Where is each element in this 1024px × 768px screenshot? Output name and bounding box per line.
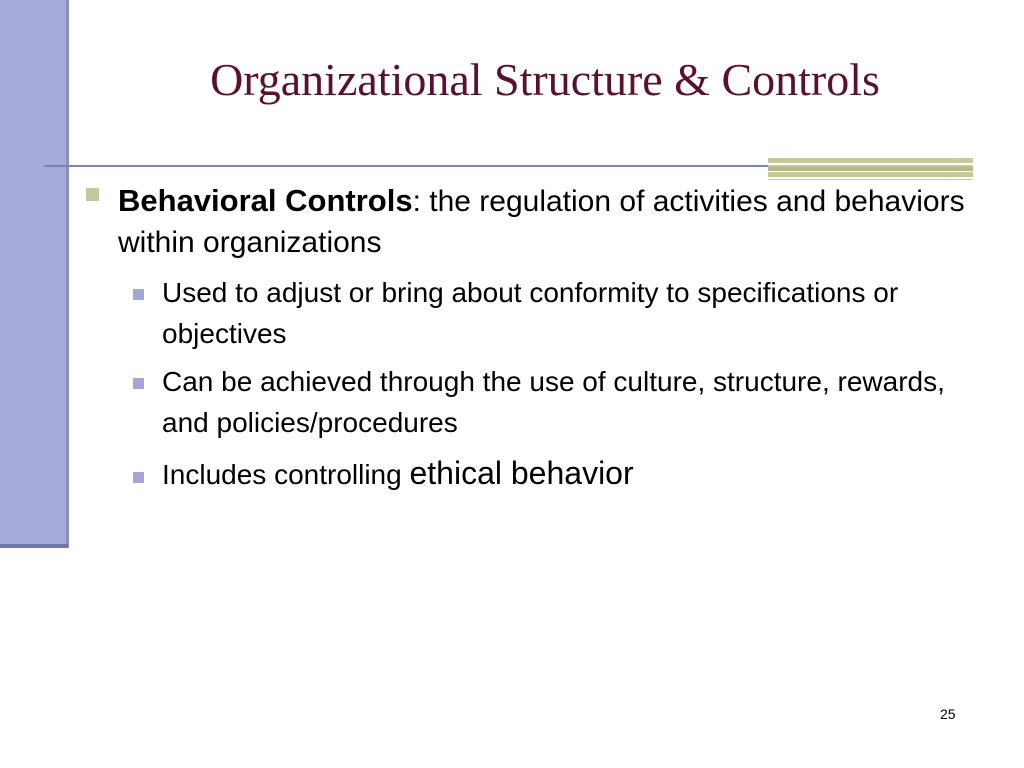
term-definition: the regulation of activities and behaviors within organizations [118,185,965,259]
decorative-stripe-block [768,158,973,180]
square-bullet-icon [133,378,144,389]
sub-bullet-text: Can be achieved through the use of culture, structure, rewards, and policies/procedures [162,366,945,438]
sub-bullet-emphasis: ethical behavior [409,455,634,491]
sub-bullet-text [162,453,992,495]
sub-bullet-lead: Includes controlling [162,459,410,490]
left-accent-bar-edge [66,0,69,548]
square-bullet-icon [133,472,144,483]
slide-title: Organizational Structure & Controls [210,54,880,105]
left-accent-bar-bottom [0,544,68,548]
square-bullet-icon [133,289,144,300]
term-separator: : [412,185,421,218]
main-bullet-text [118,180,978,263]
page-number: 25 [940,706,956,722]
behavioral-controls-term: Behavioral Controls [118,183,413,218]
left-accent-bar [0,0,68,546]
sub-bullet-text: Used to adjust or bring about conformity to specifications or objectives [162,277,899,349]
square-bullet-icon [86,188,99,201]
title-divider [44,165,894,167]
